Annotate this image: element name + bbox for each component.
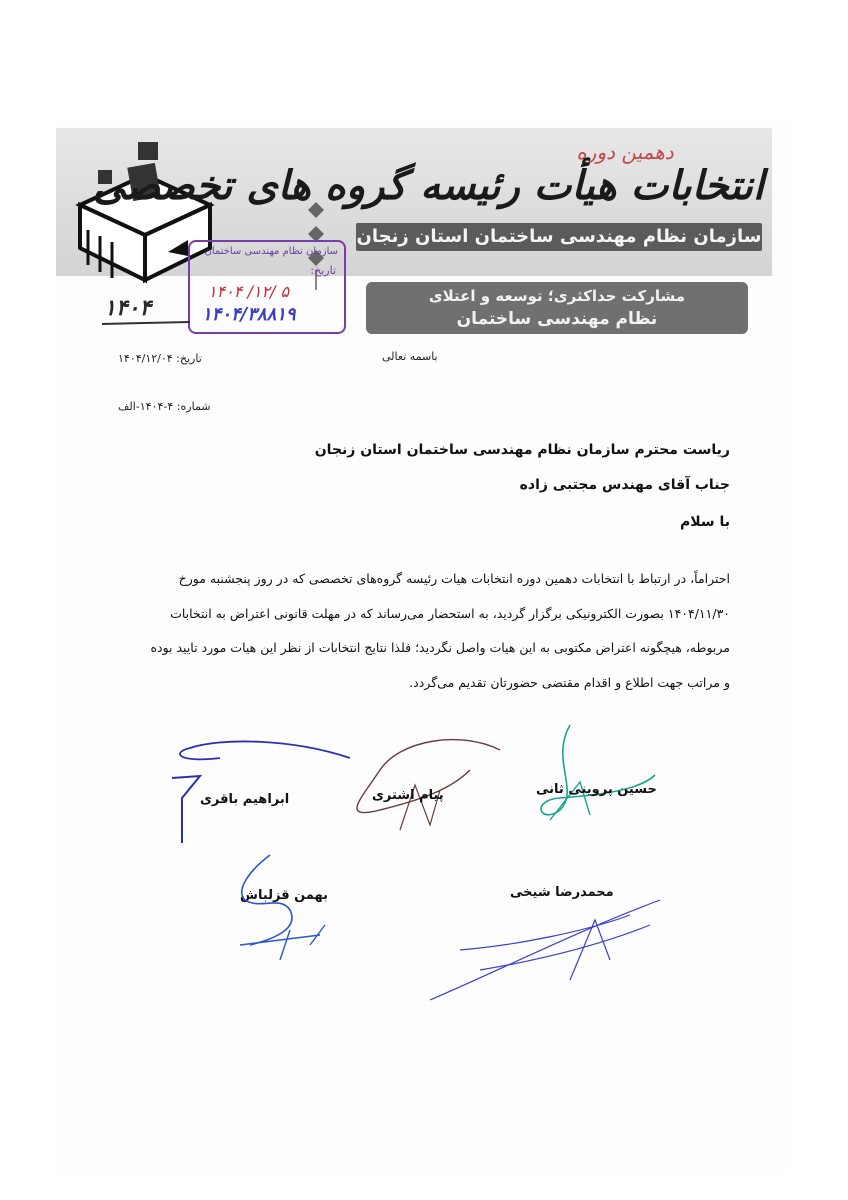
organization-bar: سازمان نظام مهندسی ساختمان استان زنجان [356, 223, 762, 251]
signature-sheikhi-icon [420, 890, 670, 1010]
basmala: باسمه تعالی [382, 350, 438, 363]
registration-stamp [188, 240, 346, 334]
body-line: احتراماً، در ارتباط با انتخابات دهمین دوره انتخابات هیات رئیسه گروه‌های تخصصی که در روز پنجشنبه مورخ [178, 571, 730, 586]
greeting-line: با سلام [679, 514, 730, 530]
signatory-name: پیام اشتری [372, 788, 444, 803]
signature-ghezelbash-icon [230, 850, 340, 970]
slogan-line-1: مشارکت حداکثری؛ توسعه و اعتلای [428, 287, 686, 305]
stamp-year: ۱۴۰۴ [104, 296, 152, 321]
stamp-org: سازمان نظام مهندسی ساختمان [204, 246, 338, 257]
letter-date: تاریخ: ۱۴۰۴/۱۲/۰۴ [118, 352, 202, 365]
stamp-date: ۱۴۰۴ /۱۲/ ۵ [208, 282, 290, 301]
stamp-date-label: تاریخ: [310, 264, 336, 277]
addressee-line: جناب آقای مهندس مجتبی زاده [519, 477, 730, 493]
recipient-line: ریاست محترم سازمان نظام مهندسی ساختمان استان زنجان [314, 442, 730, 458]
signatory-name: ابراهیم باقری [200, 792, 290, 807]
stamp-year-underline-icon [100, 310, 192, 330]
signatory-name: محمدرضا شیخی [510, 885, 614, 900]
stamp-number: ۱۴۰۴/۳۸۸۱۹ [202, 304, 296, 325]
letter-body [118, 562, 730, 700]
slogan-line-2: نظام مهندسی ساختمان [456, 309, 658, 329]
slogan-box [366, 282, 748, 334]
letterhead-title: انتخابات هیأت رئیسه گروه های تخصصی [92, 162, 764, 209]
letter-number: شماره: ۴-۱۴۰۴-الف [118, 400, 211, 413]
body-line: و مراتب جهت اطلاع و اقدام مقتضی حضورتان تقدیم می‌گردد. [409, 674, 730, 690]
signature-parvini-icon [520, 720, 660, 830]
signatory-name: حسین پروینی ثانی [536, 782, 657, 797]
edition-label: دهمین دوره [576, 140, 674, 164]
signature-ashtari-icon [340, 730, 510, 840]
body-line: ۱۴۰۴/۱۱/۳۰ بصورت الکترونیکی برگزار گردید، به استحضار می‌رساند که در مهلت قانونی اعتراض به انتخابات [170, 605, 730, 621]
signatory-name: بهمن قزلباش [240, 888, 329, 903]
body-line: مربوطه، هیچگونه اعتراض مکتوبی به این هیات واصل نگردید؛ فلذا نتایج انتخابات از نظر این هیات مورد تایید بوده [150, 640, 730, 655]
